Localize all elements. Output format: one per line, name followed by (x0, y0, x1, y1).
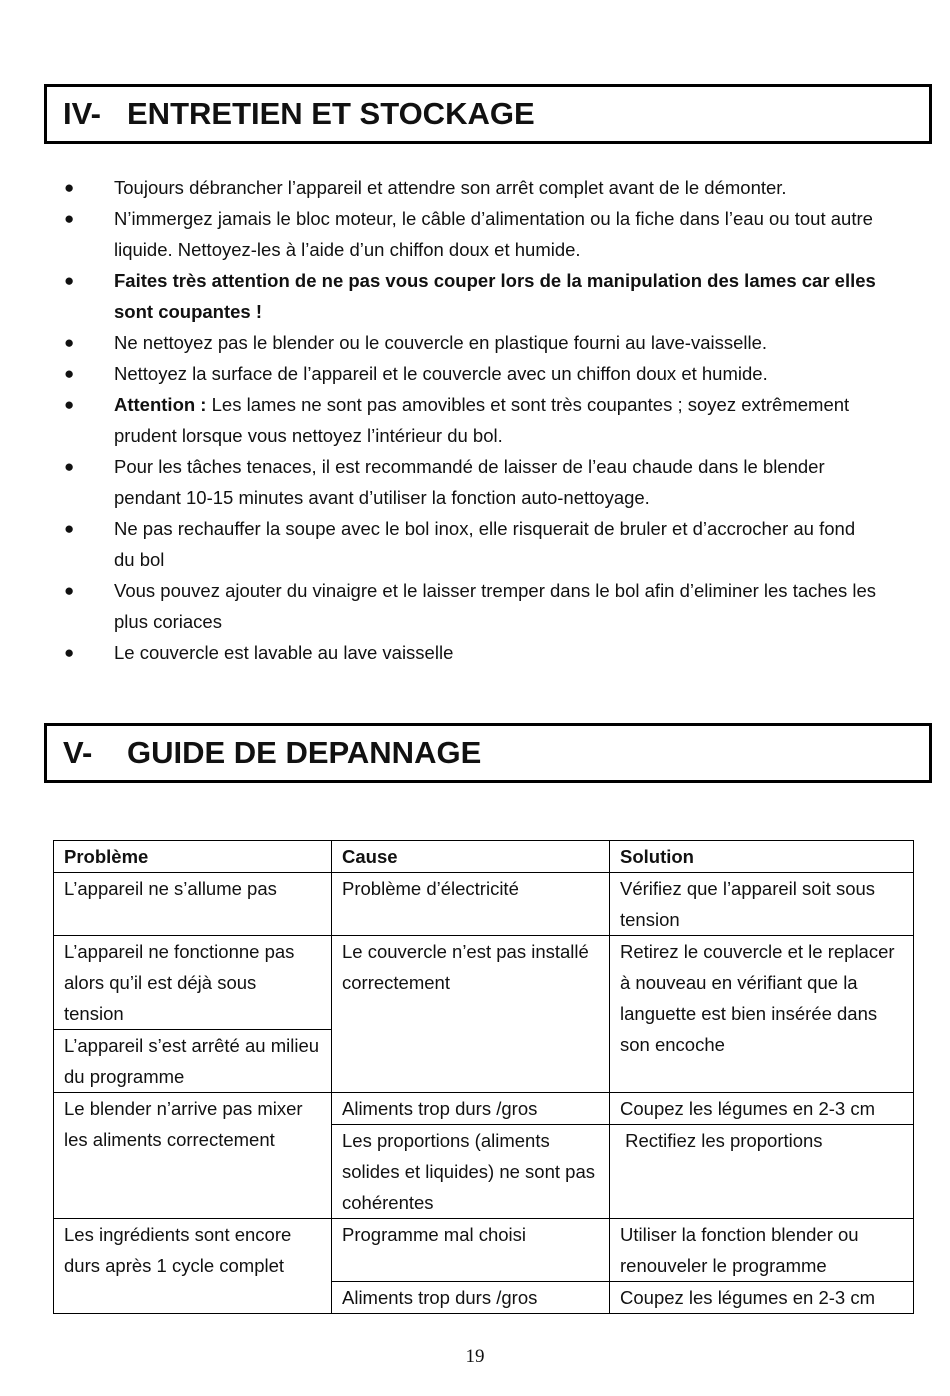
bullet-icon: ● (64, 643, 75, 662)
bullet-icon: ● (64, 333, 75, 352)
section-title: GUIDE DE DEPANNAGE (127, 735, 482, 770)
list-item: ● Ne pas rechauffer la soupe avec le bol inox, elle risquerait de bruler et d’accrocher au fond du bol (58, 513, 878, 575)
header-cause: Cause (332, 841, 610, 873)
problem-cell: Le blender n’arrive pas mixer les aliments correctement (54, 1093, 332, 1219)
page-number: 19 (465, 1346, 485, 1367)
list-item: ● Pour les tâches tenaces, il est recommandé de laisser de l’eau chaude dans le blender pendant 10-15 minutes avant d’utiliser la fonction auto-nettoyage. (58, 451, 878, 513)
section-heading-troubleshooting (44, 723, 932, 783)
list-item: ● N’immergez jamais le bloc moteur, le câble d’alimentation ou la fiche dans l’eau ou tout autre liquide. Nettoyez-les à l’aide d’un chiffon doux et humide. (58, 203, 878, 265)
cause-cell: Le couvercle n’est pas installé correctement (332, 936, 610, 1093)
table-row (54, 1093, 914, 1125)
problem-cell: Les ingrédients sont encore durs après 1 cycle complet (54, 1219, 332, 1314)
list-item: ● Faites très attention de ne pas vous couper lors de la manipulation des lames car elles sont coupantes ! (58, 265, 878, 327)
list-item: ● Le couvercle est lavable au lave vaisselle (58, 637, 878, 668)
list-item: ● Attention : Les lames ne sont pas amovibles et sont très coupantes ; soyez extrêmement prudent lorsque vous nettoyez l’intérieur du bol. (58, 389, 878, 451)
cause-cell: Aliments trop durs /gros (332, 1282, 610, 1314)
cause-cell: Programme mal choisi (332, 1219, 610, 1282)
table-row (54, 873, 914, 936)
problem-cell: L’appareil s’est arrêté au milieu du programme (54, 1030, 332, 1093)
bullet-icon: ● (64, 581, 75, 600)
table-header-row (54, 841, 914, 873)
bullet-icon: ● (64, 209, 75, 228)
list-item: ● Toujours débrancher l’appareil et attendre son arrêt complet avant de le démonter. (58, 172, 878, 203)
solution-cell: Coupez les légumes en 2-3 cm (610, 1282, 914, 1314)
problem-cell: L’appareil ne s’allume pas (54, 873, 332, 936)
maintenance-list (58, 172, 878, 668)
bullet-icon: ● (64, 395, 75, 414)
bullet-icon: ● (64, 271, 75, 290)
list-item: ● Vous pouvez ajouter du vinaigre et le laisser tremper dans le bol afin d’eliminer les taches les plus coriaces (58, 575, 878, 637)
solution-cell: Utiliser la fonction blender ou renouveler le programme (610, 1219, 914, 1282)
bullet-icon: ● (64, 519, 75, 538)
solution-cell: Coupez les légumes en 2-3 cm (610, 1093, 914, 1125)
bullet-icon: ● (64, 457, 75, 476)
table-row (54, 1219, 914, 1282)
section-heading-maintenance (44, 84, 932, 144)
bullet-icon: ● (64, 364, 75, 383)
solution-cell: Retirez le couvercle et le replacer à nouveau en vérifiant que la languette est bien insérée dans son encoche (610, 936, 914, 1093)
bullet-icon: ● (64, 178, 75, 197)
cause-cell: Problème d’électricité (332, 873, 610, 936)
solution-cell: Vérifiez que l’appareil soit sous tension (610, 873, 914, 936)
problem-cell: L’appareil ne fonctionne pas alors qu’il est déjà sous tension (54, 936, 332, 1030)
list-item: ● Ne nettoyez pas le blender ou le couvercle en plastique fourni au lave-vaisselle. (58, 327, 878, 358)
table-row (54, 936, 914, 1030)
section-title: ENTRETIEN ET STOCKAGE (127, 96, 535, 131)
section-number: IV- (63, 96, 101, 131)
section-number: V- (63, 735, 93, 770)
troubleshooting-table (53, 840, 914, 1314)
header-solution: Solution (610, 841, 914, 873)
solution-cell: Rectifiez les proportions (610, 1125, 914, 1219)
cause-cell: Aliments trop durs /gros (332, 1093, 610, 1125)
cause-cell: Les proportions (aliments solides et liquides) ne sont pas cohérentes (332, 1125, 610, 1219)
list-item: ● Nettoyez la surface de l’appareil et le couvercle avec un chiffon doux et humide. (58, 358, 878, 389)
header-problem: Problème (54, 841, 332, 873)
